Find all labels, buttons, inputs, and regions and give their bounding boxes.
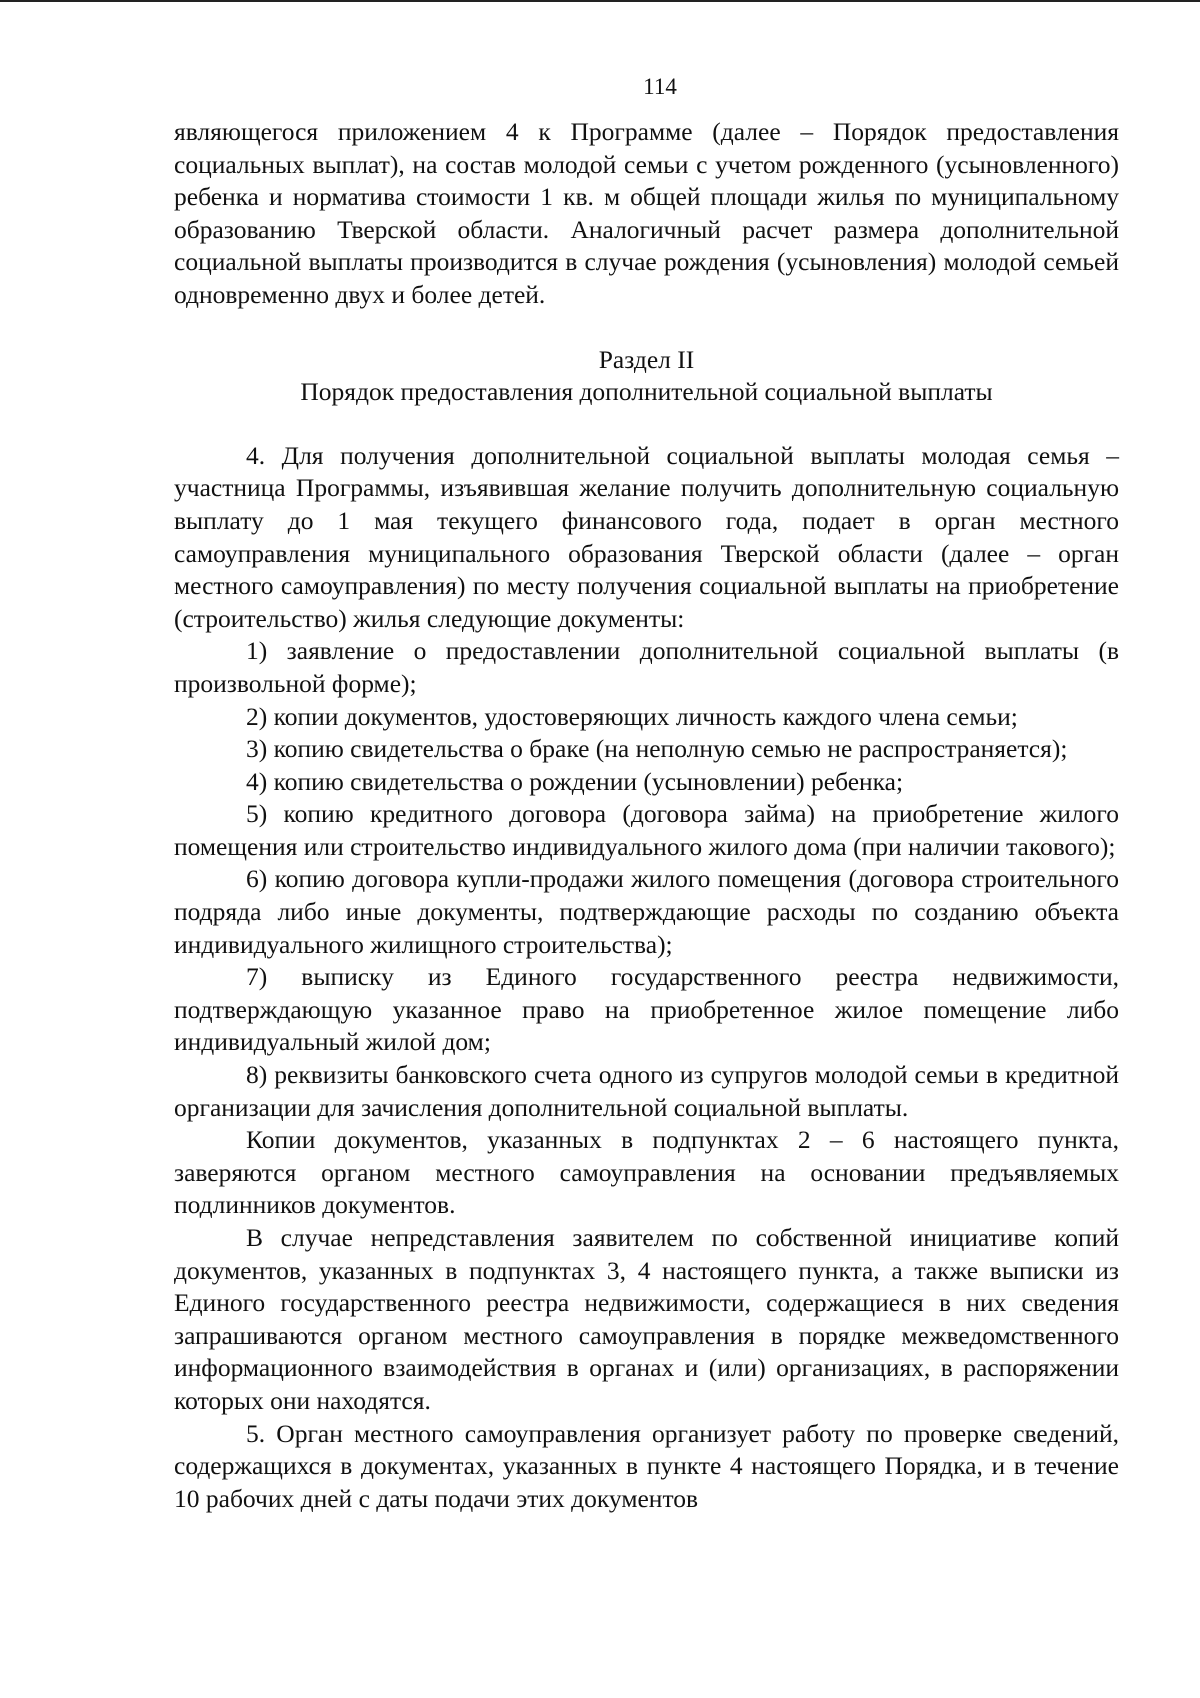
section-label: Раздел II [598, 344, 695, 374]
list-item-2: 2) копии документов, удостоверяющих личность каждого члена семьи; [246, 701, 1018, 731]
copies-certification-paragraph: Копии документов, указанных в подпунктах 2 – 6 настоящего пункта, заверяются органом местного самоуправления на основании предъявляемых подлинников документов. [174, 1125, 1119, 1220]
list-item-1: 1) заявление о предоставлении дополнительной социальной выплаты (в произвольной форме); [174, 636, 1119, 698]
list-item-7: 7) выписку из Единого государственного реестра недвижимости, подтверждающую указанное право на приобретенное жилое помещение либо индивидуальный жилой дом; [174, 962, 1119, 1057]
page-number: 114 [643, 74, 677, 99]
scan-top-edge [0, 0, 1200, 2]
intro-paragraph: являющегося приложением 4 к Программе (далее – Порядок предоставления социальных выплат), на состав молодой семьи с учетом рожденного (усыновленного) ребенка и норматива стоимости 1 кв. м общей площади жилья по муниципальному образованию Тверской области. Аналогичный расчет размера дополнительной социальной выплаты производится в случае рождения (усыновления) молодой семьей одновременно двух и более детей. [174, 117, 1119, 309]
list-item-3: 3) копию свидетельства о браке (на неполную семью не распространяется); [246, 734, 1068, 764]
paragraph-4: 4. Для получения дополнительной социальной выплаты молодая семья – участница Программы, изъявившая желание получить дополнительную социальную выплату до 1 мая текущего финансового года, подает в орган местного самоуправления муниципального образования Тверской области (далее – орган местного самоуправления) по месту получения социальной выплаты на приобретение (строительство) жилья следующие документы: [174, 440, 1119, 633]
list-item-8: 8) реквизиты банковского счета одного из супругов молодой семьи в кредитной организации для зачисления дополнительной социальной выплаты. [174, 1060, 1119, 1122]
list-item-4: 4) копию свидетельства о рождении (усыновлении) ребенка; [246, 766, 904, 796]
paragraph-5: 5. Орган местного самоуправления организует работу по проверке сведений, содержащихся в документах, указанных в пункте 4 настоящего Порядка, и в течение 10 рабочих дней с даты подачи этих документов [174, 1418, 1119, 1513]
section-heading-block [174, 344, 1119, 409]
section-title: Порядок предоставления дополнительной социальной выплаты [300, 377, 993, 407]
list-item-6: 6) копию договора купли-продажи жилого помещения (договора строительного подряда либо иные документы, подтверждающие расходы по созданию объекта индивидуального жилищного строительства); [174, 864, 1119, 959]
document-body [174, 116, 1119, 1515]
interagency-request-paragraph: В случае непредставления заявителем по собственной инициативе копий документов, указанных в подпунктах 3, 4 настоящего пункта, а также выписки из Единого государственного реестра недвижимости, содержащиеся в них сведения запрашиваются органом местного самоуправления в порядке межведомственного информационного взаимодействия в органах и (или) организациях, в распоряжении которых они находятся. [174, 1223, 1119, 1415]
list-item-5: 5) копию кредитного договора (договора займа) на приобретение жилого помещения или строительство индивидуального жилого дома (при наличии такового); [174, 799, 1119, 861]
